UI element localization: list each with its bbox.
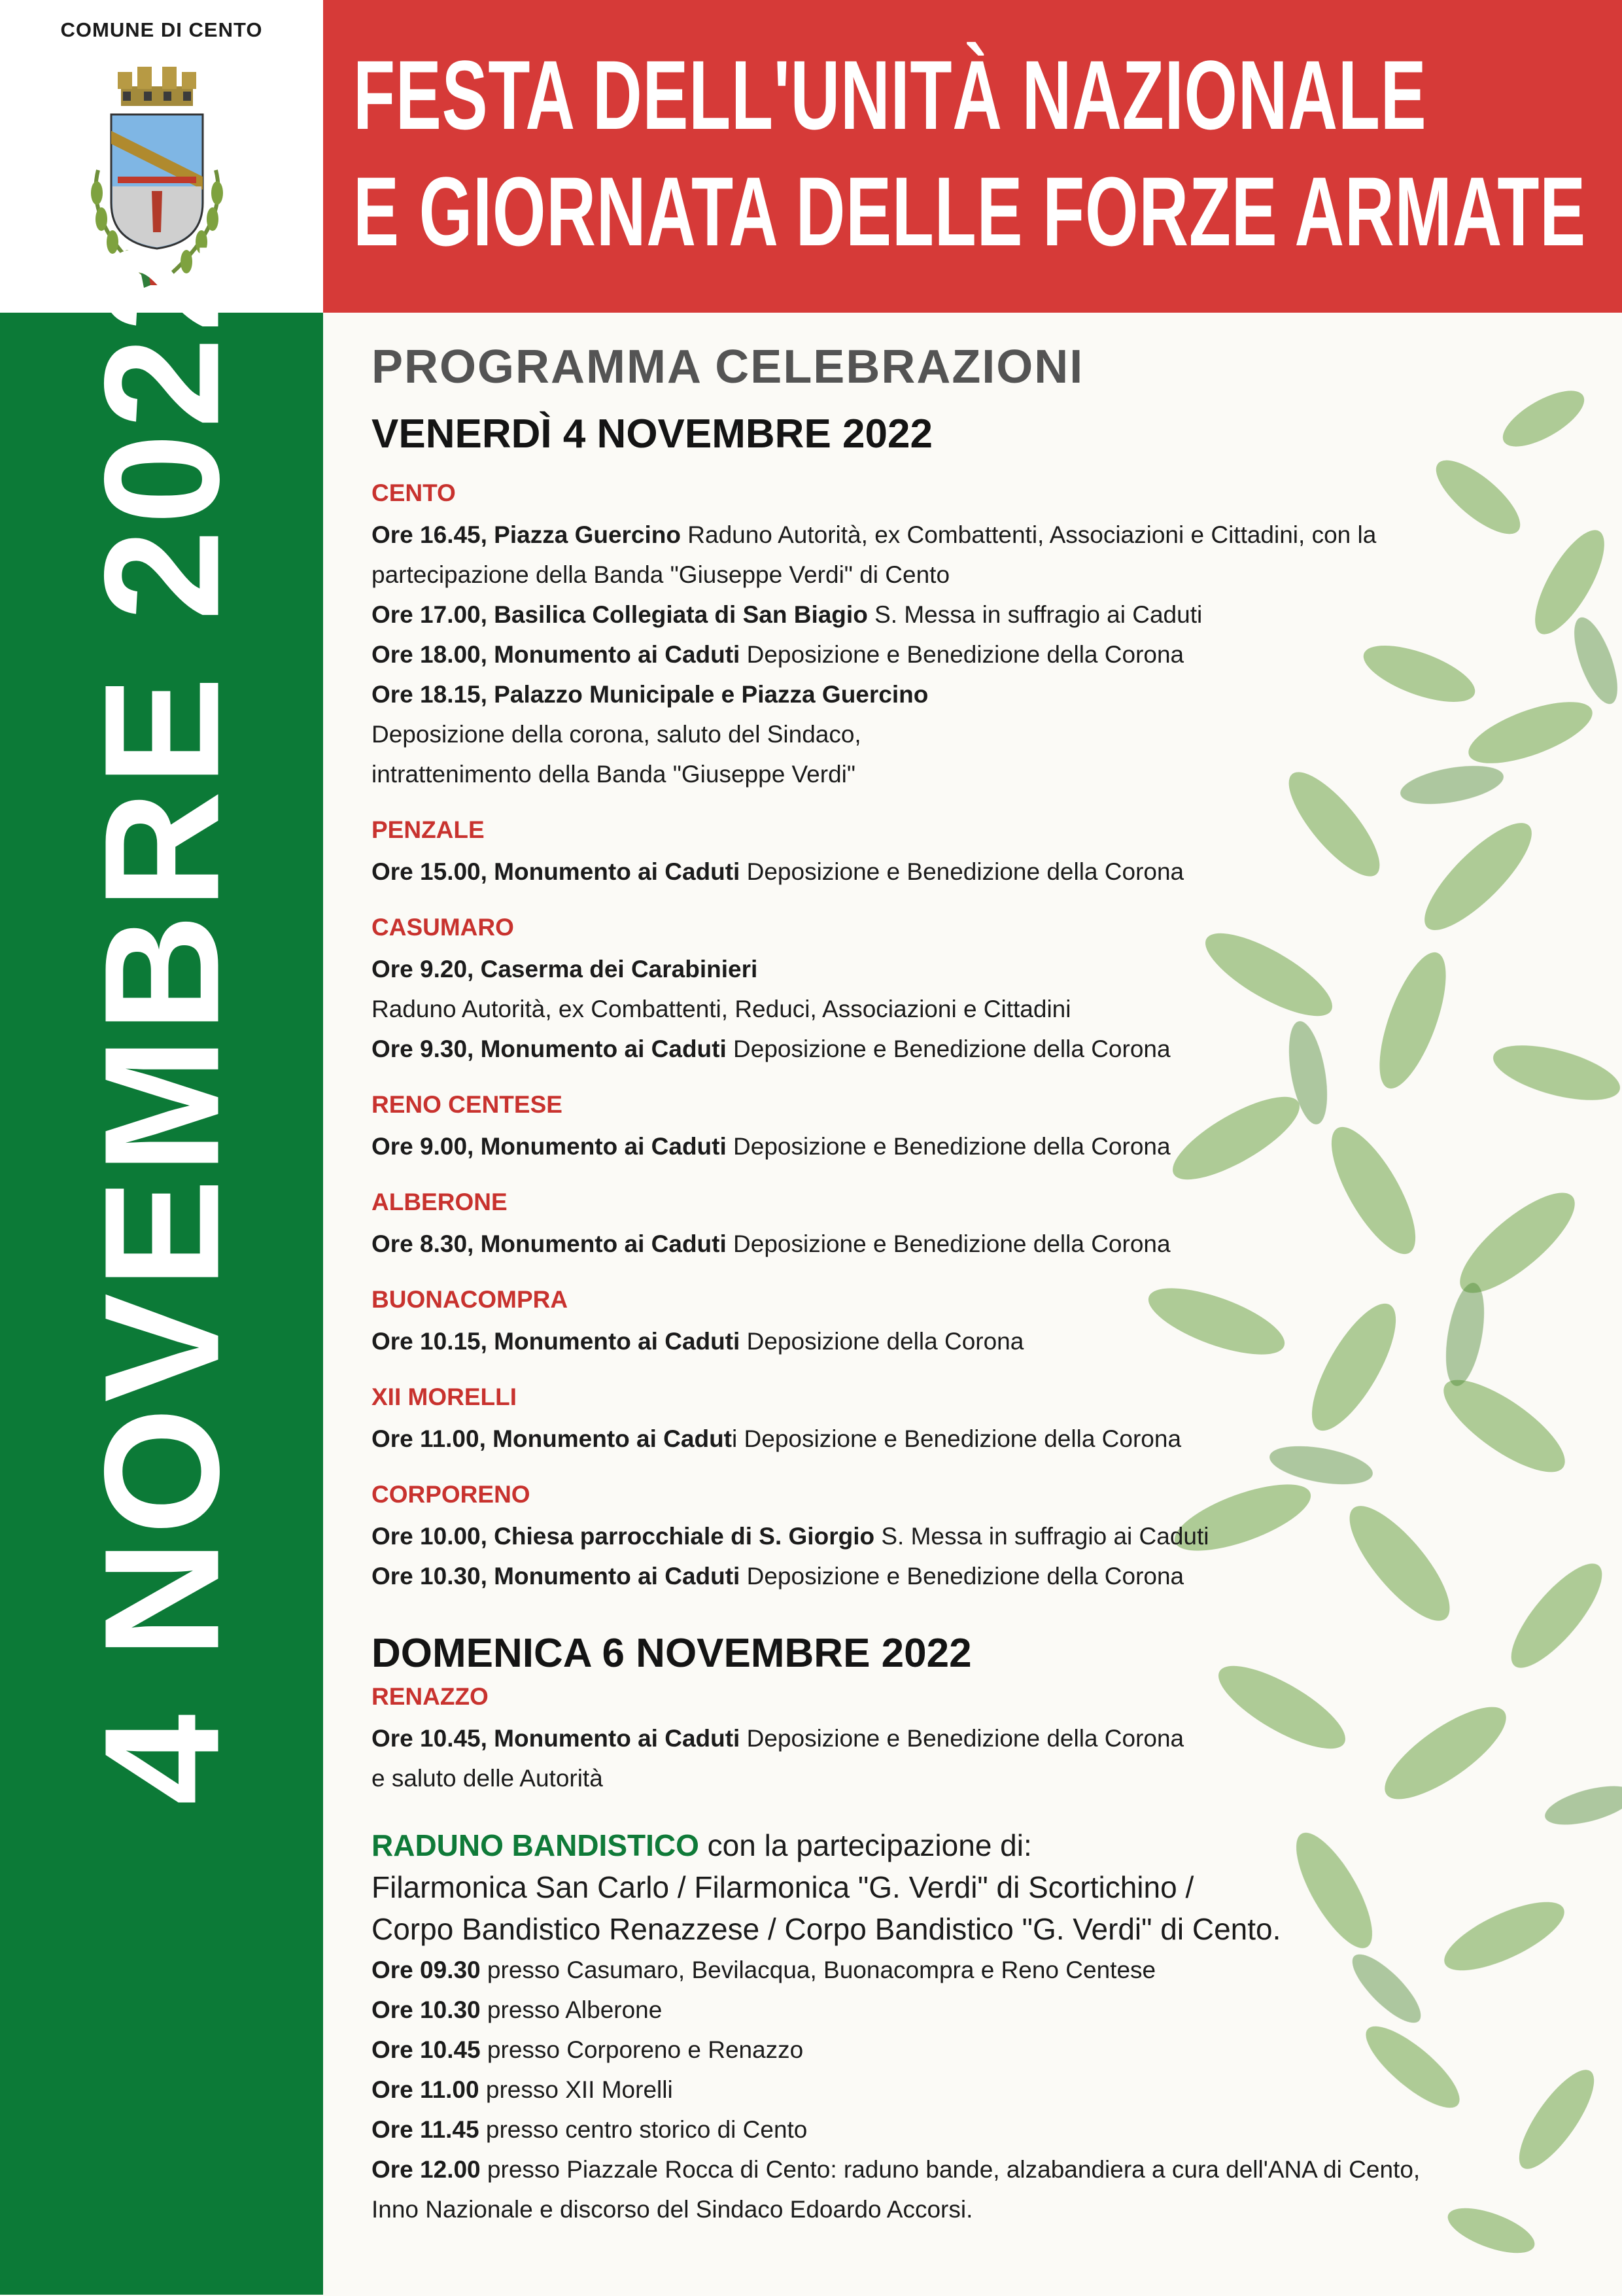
schedule-time: Ore 10.45 [371,2036,481,2063]
event-desc: i Deposizione e Benedizione della Corona [732,1425,1182,1452]
event-line: e saluto delle Autorità [371,1765,603,1792]
place-xii-morelli: XII MORELLI [371,1383,517,1410]
bands-line: Corpo Bandistico Renazzese / Corpo Bandistico "G. Verdi" di Cento. [371,1912,1281,1946]
event-desc: Raduno Autorità, ex Combattenti, Associazioni e Cittadini, con la [681,521,1377,548]
schedule-time: Ore 09.30 [371,1957,481,1983]
event-line [371,674,1581,714]
event-desc: S. Messa in suffragio ai Caduti [874,1523,1209,1550]
event-desc: Deposizione e Benedizione della Corona [740,1563,1184,1590]
schedule-desc: presso Piazzale Rocca di Cento: raduno bande, alzabandiera a cura dell'ANA di Cento, [480,2156,1421,2183]
event-line [371,1224,1581,1264]
event-time: Ore 15.00, Monumento ai Caduti [371,858,740,885]
event-desc: Deposizione e Benedizione della Corona [740,1725,1184,1752]
event-desc: Deposizione e Benedizione della Corona [740,858,1184,885]
schedule-time: Ore 11.00 [371,2076,479,2103]
schedule-desc: presso Alberone [480,1996,663,2023]
schedule-line [371,1990,1581,2030]
schedule-time: Ore 12.00 [371,2156,481,2183]
event-line [371,1556,1581,1596]
place-corporeno: CORPORENO [371,1481,530,1508]
schedule-time: Ore 10.30 [371,1996,481,2023]
schedule-time: Ore 11.45 [371,2116,479,2143]
event-line [371,595,1581,635]
event-time: Ore 10.00, Chiesa parrocchiale di S. Giorgio [371,1523,875,1550]
schedule-desc: presso Corporeno e Renazzo [480,2036,804,2063]
raduno-title: RADUNO BANDISTICO [371,1828,699,1862]
event-desc: Deposizione della Corona [740,1328,1024,1355]
vertical-date: 4 NOVEMBRE 2022 [70,235,253,1805]
event-line [371,1029,1581,1069]
event-time: Ore 10.45, Monumento ai Caduti [371,1725,740,1752]
event-time: Ore 8.30, Monumento ai Caduti [371,1230,727,1257]
schedule-line [371,2110,1581,2149]
schedule-line [371,2149,1581,2189]
place-buonacompra: BUONACOMPRA [371,1286,568,1313]
event-desc: Deposizione e Benedizione della Corona [740,641,1184,668]
event-line [371,852,1581,892]
event-desc: S. Messa in suffragio ai Caduti [867,601,1203,628]
place-penzale: PENZALE [371,816,485,843]
main-title-line1: FESTA DELL'UNITÀ NAZIONALE [353,40,1427,150]
event-time: Ore 18.00, Monumento ai Caduti [371,641,740,668]
event-line: Deposizione della corona, saluto del Sindaco, [371,721,861,748]
event-time: Ore 10.15, Monumento ai Caduti [371,1328,740,1355]
event-line [371,515,1581,555]
event-desc: Deposizione e Benedizione della Corona [726,1230,1171,1257]
program-content [371,340,1581,2229]
event-time: Ore 9.00, Monumento ai Caduti [371,1133,727,1160]
place-casumaro: CASUMARO [371,914,514,941]
schedule-line [371,1950,1581,1990]
event-line [371,1419,1581,1459]
schedule-desc: presso XII Morelli [479,2076,673,2103]
comune-name: COMUNE DI CENTO [60,18,263,41]
event-time: Ore 17.00, Basilica Collegiata di San Biagio [371,601,868,628]
event-time: Ore 9.30, Monumento ai Caduti [371,1035,727,1062]
day2-heading: DOMENICA 6 NOVEMBRE 2022 [371,1631,972,1676]
event-line [371,1516,1581,1556]
place-reno-centese: RENO CENTESE [371,1091,562,1118]
event-time: Ore 10.30, Monumento ai Caduti [371,1563,740,1590]
schedule-line [371,2070,1581,2110]
event-time: Ore 16.45, Piazza Guercino [371,521,681,548]
schedule-line [371,2030,1581,2070]
raduno-heading [371,1824,1581,1866]
event-line [371,1126,1581,1166]
event-time: Ore 18.15, Palazzo Municipale e Piazza Guercino [371,681,929,708]
event-time: Ore 11.00, Monumento ai Cadut [371,1425,733,1452]
event-desc: Deposizione e Benedizione della Corona [726,1035,1171,1062]
schedule-desc: presso Casumaro, Bevilacqua, Buonacompra e Reno Centese [480,1957,1156,1983]
schedule-line: Inno Nazionale e discorso del Sindaco Edoardo Accorsi. [371,2196,973,2223]
place-renazzo: RENAZZO [371,1683,489,1710]
event-line: partecipazione della Banda "Giuseppe Verdi" di Cento [371,561,950,588]
schedule-desc: presso centro storico di Cento [479,2116,808,2143]
event-line: Raduno Autorità, ex Combattenti, Reduci, Associazioni e Cittadini [371,996,1071,1022]
bands-line: Filarmonica San Carlo / Filarmonica "G. Verdi" di Scortichino / [371,1870,1194,1904]
program-title: PROGRAMMA CELEBRAZIONI [371,341,1084,393]
event-line [371,949,1581,989]
day1-heading: VENERDÌ 4 NOVEMBRE 2022 [371,411,933,457]
main-title-line2: E GIORNATA DELLE FORZE ARMATE [353,156,1586,266]
event-line [371,635,1581,674]
event-line: intrattenimento della Banda "Giuseppe Verdi" [371,761,856,788]
event-line [371,1718,1581,1758]
event-line [371,1321,1581,1361]
event-desc: Deposizione e Benedizione della Corona [726,1133,1171,1160]
place-alberone: ALBERONE [371,1189,508,1215]
place-cento: CENTO [371,479,456,506]
raduno-intro: con la partecipazione di: [699,1828,1032,1862]
event-time: Ore 9.20, Caserma dei Carabinieri [371,956,758,983]
